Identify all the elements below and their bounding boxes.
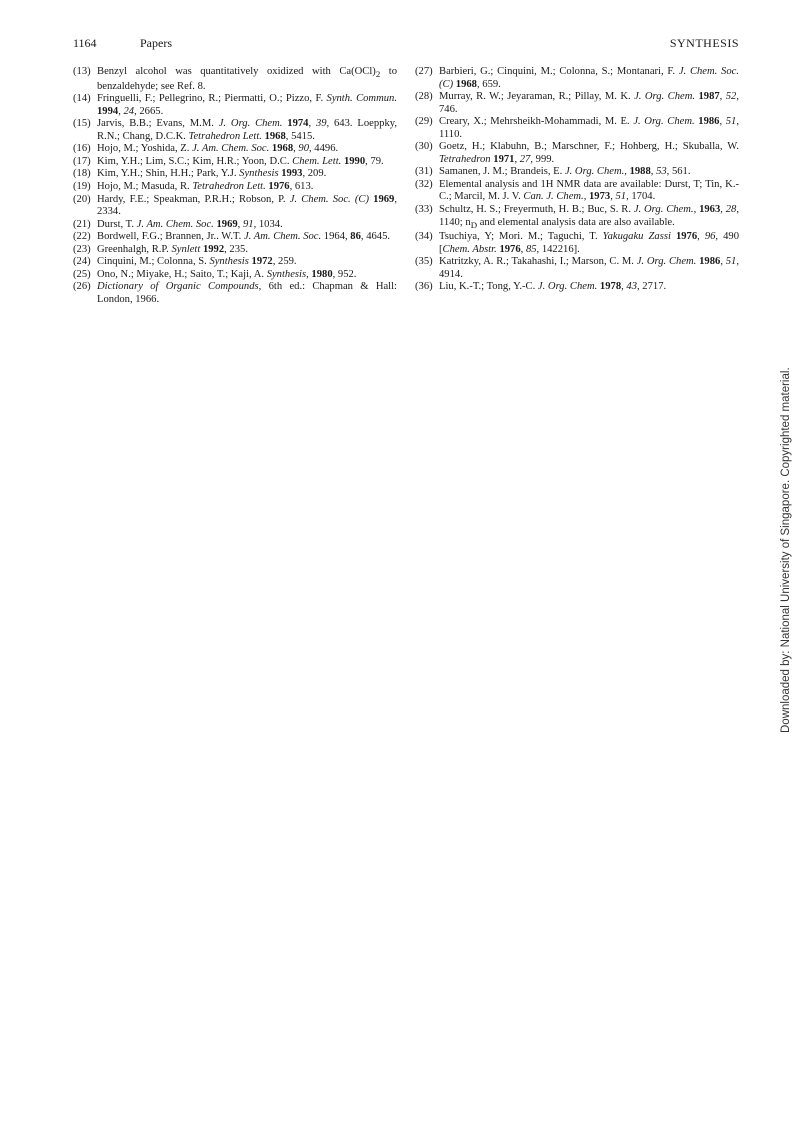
reference-number: (18)	[73, 168, 91, 180]
reference-number: (34)	[415, 231, 433, 243]
reference-item	[73, 194, 397, 219]
reference-item	[73, 231, 397, 244]
reference-item	[73, 66, 397, 93]
download-notice: Downloaded by: National University of Singapore. Copyrighted material.	[780, 367, 792, 733]
reference-text: Bordwell, F.G.; Brannen, Jr.. W.T. J. Am. Chem. Soc. 1964, 86, 4645.	[97, 231, 391, 243]
reference-text: Schultz, H. S.; Freyermuth, H. B.; Buc, S. R. J. Org. Chem., 1963, 28, 1140; $n_D$ and elemental analysis data are also available.	[439, 204, 739, 230]
references-left-column	[73, 66, 397, 307]
page-number: 1164	[73, 36, 97, 50]
reference-item	[415, 256, 739, 281]
references-right-column	[415, 66, 739, 294]
section-label: Papers	[140, 36, 172, 50]
reference-text: Elemental analysis and 1H NMR data are available: Durst, T; Tin, K.-C.; Marcil, M. J. V. Can. J. Chem., 1973, 51, 1704.	[439, 178, 739, 203]
reference-text: Samanen, J. M.; Brandeis, E. J. Org. Chem., 1988, 53, 561.	[439, 166, 691, 178]
reference-item	[73, 219, 397, 232]
reference-text: Tsuchiya, Y; Mori. M.; Taguchi, T. Yakugaku Zassi 1976, 96, 490 [Chem. Abstr. 1976, 85, 142216].	[439, 231, 740, 255]
reference-text: Katritzky, A. R.; Takahashi, I.; Marson, C. M. J. Org. Chem. 1986, 51, 4914.	[439, 256, 739, 280]
reference-number: (20)	[73, 193, 91, 205]
reference-text: Cinquini, M.; Colonna, S. Synthesis 1972, 259.	[97, 256, 297, 268]
reference-number: (31)	[415, 166, 433, 178]
reference-number: (21)	[73, 218, 91, 230]
reference-number: (14)	[73, 93, 91, 105]
reference-number: (35)	[415, 256, 433, 268]
reference-text: Dictionary of Organic Compounds, 6th ed.: Chapman & Hall: London, 1966.	[97, 281, 397, 305]
reference-number: (23)	[73, 243, 91, 255]
reference-item	[73, 156, 397, 169]
reference-number: (15)	[73, 118, 91, 130]
reference-item	[415, 231, 739, 256]
reference-text: Durst, T. J. Am. Chem. Soc. 1969, 91, 1034.	[97, 218, 283, 230]
page-header	[73, 36, 739, 54]
reference-item	[73, 244, 397, 257]
reference-number: (13)	[73, 66, 91, 77]
reference-number: (30)	[415, 141, 433, 153]
reference-number: (27)	[415, 66, 433, 77]
reference-text: Ono, N.; Miyake, H.; Saito, T.; Kaji, A. Synthesis, 1980, 952.	[97, 268, 357, 280]
reference-text: Goetz, H.; Klabuhn, B.; Marschner, F.; Hohberg, H.; Skuballa, W. Tetrahedron 1971, 27, 999.	[439, 141, 739, 165]
reference-item	[73, 168, 397, 181]
reference-number: (32)	[415, 178, 433, 190]
reference-item	[415, 166, 739, 179]
reference-number: (28)	[415, 91, 433, 103]
reference-item	[415, 116, 739, 141]
reference-item	[415, 281, 739, 294]
reference-text: Fringuelli, F.; Pellegrino, R.; Piermatti, O.; Pizzo, F. Synth. Commun. 1994, 24, 2665.	[97, 93, 397, 117]
reference-text: Liu, K.-T.; Tong, Y.-C. J. Org. Chem. 1978, 43, 2717.	[439, 281, 667, 293]
reference-text: Jarvis, B.B.; Evans, M.M. J. Org. Chem. 1974, 39, 643. Loeppky, R.N.; Chang, D.C.K. Tetrahedron Lett. 1968, 5415.	[97, 118, 397, 142]
reference-text: Kim, Y.H.; Lim, S.C.; Kim, H.R.; Yoon, D.C. Chem. Lett. 1990, 79.	[97, 155, 384, 167]
reference-number: (19)	[73, 181, 91, 193]
reference-number: (22)	[73, 231, 91, 243]
reference-text: Creary, X.; Mehrsheikh-Mohammadi, M. E. J. Org. Chem. 1986, 51, 1110.	[439, 116, 739, 140]
reference-item	[73, 181, 397, 194]
reference-item	[73, 256, 397, 269]
journal-name: SYNTHESIS	[669, 36, 739, 50]
reference-number: (29)	[415, 116, 433, 128]
reference-number: (26)	[73, 281, 91, 293]
reference-item	[73, 281, 397, 306]
reference-number: (16)	[73, 143, 91, 155]
reference-text: Barbieri, G.; Cinquini, M.; Colonna, S.; Montanari, F. J. Chem. Soc. (C) 1968, 659.	[439, 66, 739, 90]
reference-text: Hojo, M.; Yoshida, Z. J. Am. Chem. Soc. 1968, 90, 4496.	[97, 143, 339, 155]
reference-text: Murray, R. W.; Jeyaraman, R.; Pillay, M. K. J. Org. Chem. 1987, 52, 746.	[439, 91, 739, 115]
reference-number: (25)	[73, 268, 91, 280]
reference-text: Hojo, M.; Masuda, R. Tetrahedron Lett. 1976, 613.	[97, 181, 314, 193]
reference-item	[415, 141, 739, 166]
reference-item	[415, 179, 739, 204]
reference-number: (17)	[73, 155, 91, 167]
reference-item	[73, 143, 397, 156]
reference-item	[415, 91, 739, 116]
reference-number: (36)	[415, 281, 433, 293]
reference-item	[73, 118, 397, 143]
reference-item	[415, 204, 739, 231]
reference-text: Hardy, F.E.; Speakman, P.R.H.; Robson, P. J. Chem. Soc. (C) 1969, 2334.	[97, 193, 397, 218]
reference-text: Kim, Y.H.; Shin, H.H.; Park, Y.J. Synthesis 1993, 209.	[97, 168, 327, 180]
reference-text: Benzyl alcohol was quantitatively oxidized with $Ca(OCl)_2$ to benzaldehyde; see Ref. 8.	[97, 66, 397, 92]
reference-number: (33)	[415, 204, 433, 216]
reference-text: Greenhalgh, R.P. Synlett 1992, 235.	[97, 243, 248, 255]
reference-item	[73, 269, 397, 282]
reference-item	[415, 66, 739, 91]
reference-number: (24)	[73, 256, 91, 268]
reference-item	[73, 93, 397, 118]
